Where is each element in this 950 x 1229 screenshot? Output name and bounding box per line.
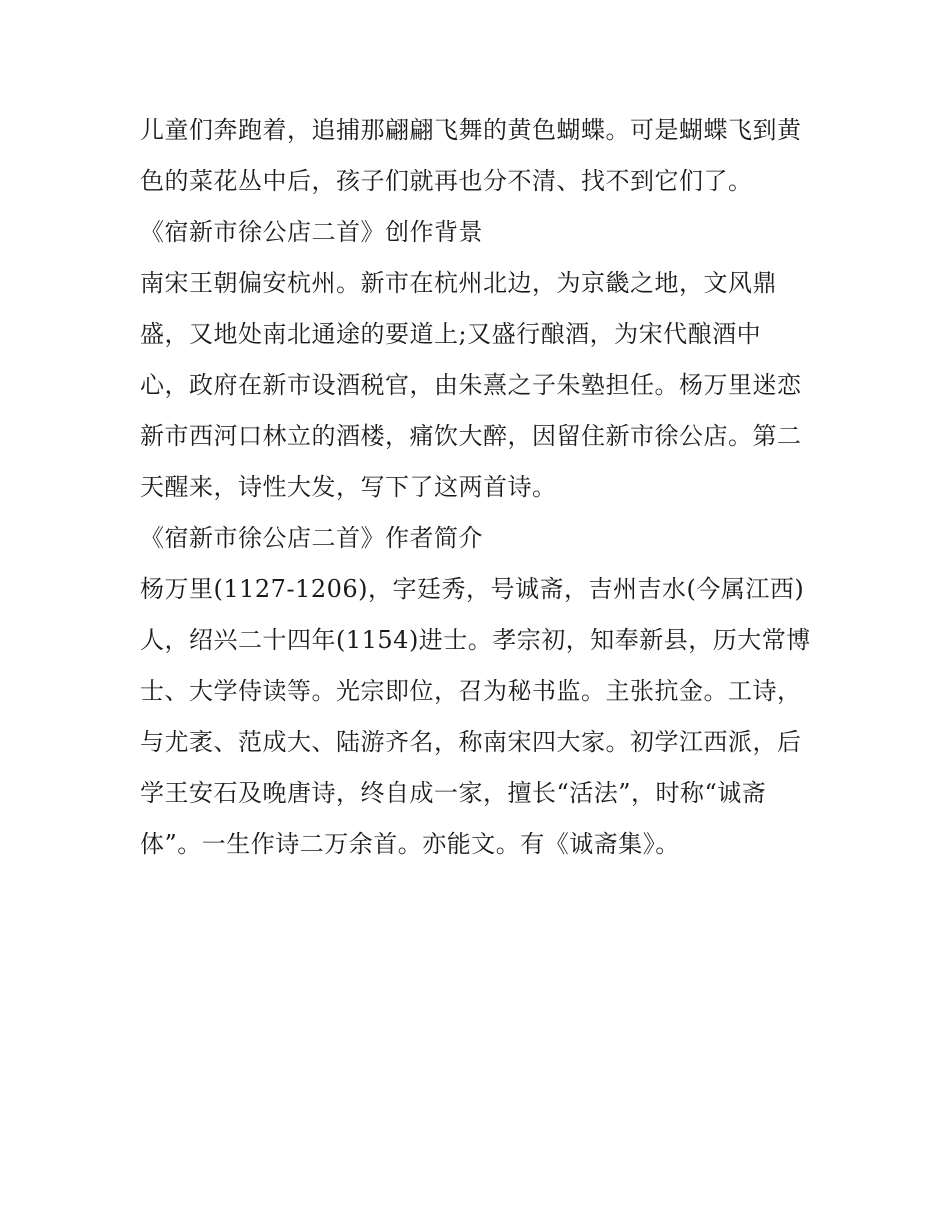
paragraph-line: 色的菜花丛中后，孩子们就再也分不清、找不到它们了。	[140, 167, 753, 195]
paragraph-line: 儿童们奔跑着，追捕那翩翩飞舞的黄色蝴蝶。可是蝴蝶飞到黄	[140, 116, 802, 144]
section-heading-background: 《宿新市徐公店二首》创作背景	[140, 218, 483, 246]
paragraph-line: 新市西河口林立的酒楼，痛饮大醉，因留住新市徐公店。第二	[140, 422, 802, 450]
document-body	[140, 105, 820, 870]
paragraph-line: 天醒来，诗性大发，写下了这两首诗。	[140, 473, 557, 501]
paragraph-line: 南宋王朝偏安杭州。新市在杭州北边，为京畿之地，文风鼎	[140, 269, 777, 297]
section-heading-author: 《宿新市徐公店二首》作者简介	[140, 524, 483, 552]
paragraph-line: 士、大学侍读等。光宗即位，召为秘书监。主张抗金。工诗，	[140, 677, 802, 705]
paragraph-line: 盛，又地处南北通途的要道上;又盛行酿酒，为宋代酿酒中	[140, 320, 762, 348]
paragraph-line: 体”。一生作诗二万余首。亦能文。有《诚斋集》。	[140, 830, 680, 858]
paragraph-line: 杨万里(1127-1206)，字廷秀，号诚斋，吉州吉水(今属江西)	[140, 575, 805, 603]
paragraph-line: 人，绍兴二十四年(1154)进士。孝宗初，知奉新县，历大常博	[140, 626, 811, 654]
paragraph-line: 与尤袤、范成大、陆游齐名，称南宋四大家。初学江西派，后	[140, 728, 802, 756]
paragraph-line: 学王安石及晚唐诗，终自成一家，擅长“活法”，时称“诚斋	[140, 779, 767, 807]
paragraph-line: 心，政府在新市设酒税官，由朱熹之子朱塾担任。杨万里迷恋	[140, 371, 802, 399]
